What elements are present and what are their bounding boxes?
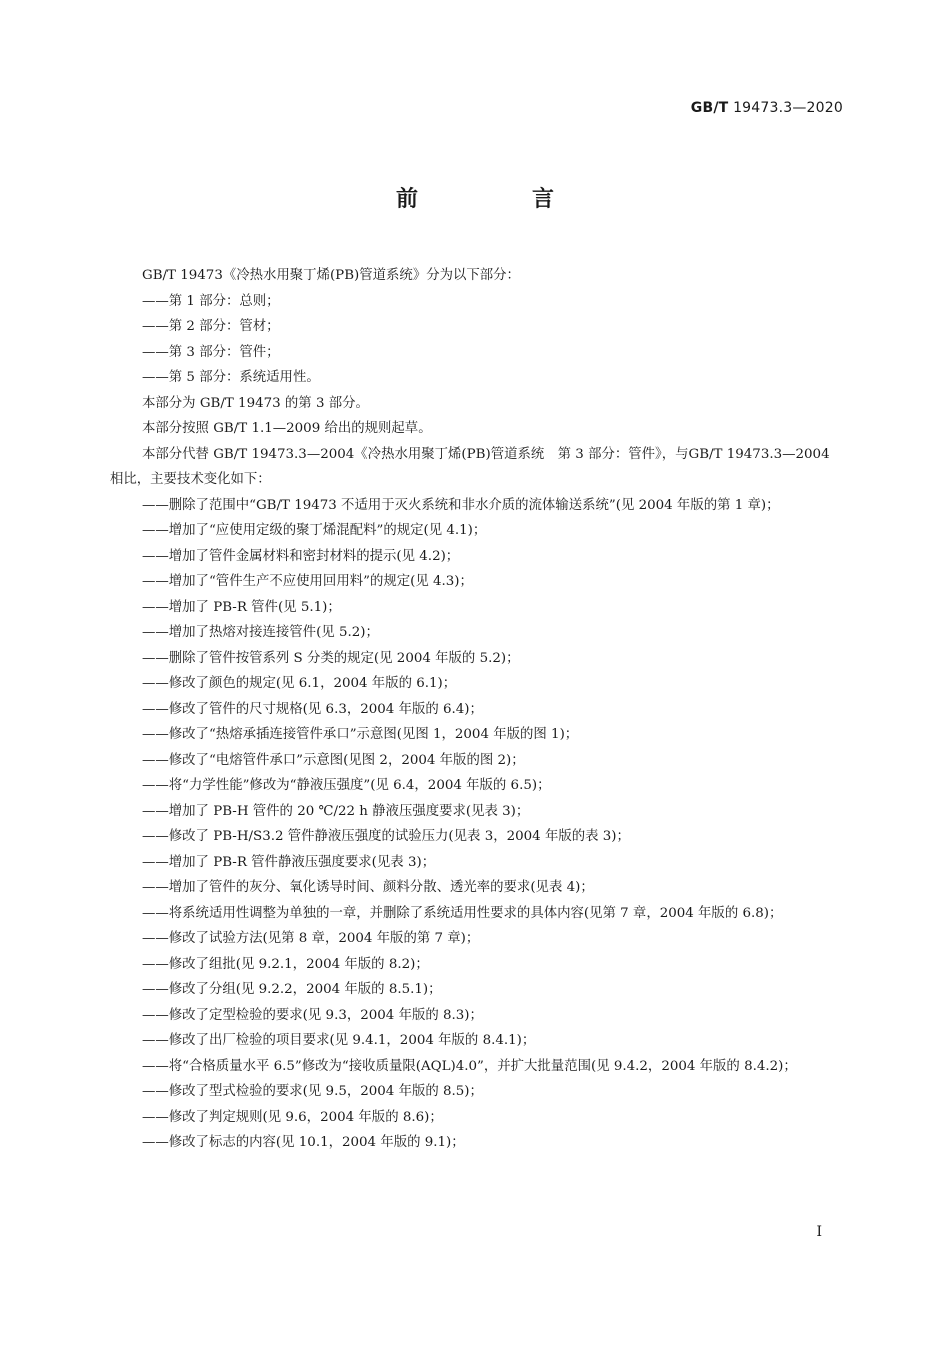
change-list-item: ——将系统适用性调整为单独的一章，并删除了系统适用性要求的具体内容(见第 7 章，2004 年版的 6.8)； xyxy=(142,905,783,921)
change-list-item: ——修改了“热熔承插连接管件承口”示意图(见图 1，2004 年版的图 1)； xyxy=(142,727,579,742)
change-list-item: ——修改了定型检验的要求(见 9.3，2004 年版的 8.3)； xyxy=(142,1007,483,1023)
foreword-body xyxy=(110,263,845,1156)
change-list-item: ——修改了组批(见 9.2.1，2004 年版的 8.2)； xyxy=(142,956,429,972)
change-list-item: ——修改了判定规则(见 9.6，2004 年版的 8.6)； xyxy=(142,1109,443,1125)
change-list-item: ——增加了管件金属材料和密封材料的提示(见 4.2)； xyxy=(142,548,460,564)
body-paragraph: 本部分按照 GB/T 1.1—2009 给出的规则起草。 xyxy=(142,421,432,436)
change-list-item: ——将“合格质量水平 6.5”修改为“接收质量限(AQL)4.0”，并扩大批量范围(见 9.4.2，2004 年版的 8.4.2)； xyxy=(142,1058,797,1074)
change-list-item: ——第 5 部分：系统适用性。 xyxy=(142,370,320,385)
body-paragraph: 本部分代替 GB/T 19473.3—2004《冷热水用聚丁烯(PB)管道系统 第 3 部分：管件》，与GB/T 19473.3—2004 相比，主要技术变化如下： xyxy=(110,446,830,487)
change-list-item: ——修改了标志的内容(见 10.1，2004 年版的 9.1)； xyxy=(142,1135,465,1150)
standard-prefix: GB/T xyxy=(690,100,729,116)
change-list-item: ——修改了型式检验的要求(见 9.5，2004 年版的 8.5)； xyxy=(142,1084,483,1099)
change-list-item: ——将“力学性能”修改为“静液压强度”(见 6.4，2004 年版的 6.5)； xyxy=(142,778,551,793)
change-list-item: ——第 3 部分：管件； xyxy=(142,344,280,360)
change-list-item: ——增加了 PB-H 管件的 20 ℃/22 h 静液压强度要求(见表 3)； xyxy=(142,803,530,819)
change-list-item: ——修改了出厂检验的项目要求(见 9.4.1，2004 年版的 8.4.1)； xyxy=(142,1033,536,1048)
change-list-item: ——增加了“管件生产不应使用回用料”的规定(见 4.3)； xyxy=(142,574,473,589)
body-paragraph: 本部分为 GB/T 19473 的第 3 部分。 xyxy=(142,395,369,411)
change-list-item: ——修改了 PB-H/S3.2 管件静液压强度的试验压力(见表 3，2004 年版的表 3)； xyxy=(142,829,630,844)
body-paragraph: GB/T 19473《冷热水用聚丁烯(PB)管道系统》分为以下部分： xyxy=(142,268,520,283)
change-list-item: ——增加了“应使用定级的聚丁烯混配料”的规定(见 4.1)； xyxy=(142,523,487,538)
page-number: I xyxy=(816,1224,822,1240)
change-list-item: ——删除了范围中“GB/T 19473 不适用于灭火系统和非水介质的流体输送系统”(见 2004 年版的第 1 章)； xyxy=(142,497,780,513)
change-list-item: ——修改了管件的尺寸规格(见 6.3，2004 年版的 6.4)； xyxy=(142,701,483,717)
change-list-item: ——修改了分组(见 9.2.2，2004 年版的 8.5.1)； xyxy=(142,982,442,997)
page-title: 前 言 xyxy=(395,187,600,212)
standard-number: 19473.3—2020 xyxy=(733,100,843,116)
change-list-item: ——修改了试验方法(见第 8 章，2004 年版的第 7 章)； xyxy=(142,931,480,946)
change-list-item: ——第 1 部分：总则； xyxy=(142,293,280,309)
change-list-item: ——修改了颜色的规定(见 6.1，2004 年版的 6.1)； xyxy=(142,676,457,691)
change-list-item: ——第 2 部分：管材； xyxy=(142,319,280,334)
change-list-item: ——增加了 PB-R 管件(见 5.1)； xyxy=(142,599,341,615)
change-list-item: ——删除了管件按管系列 S 分类的规定(见 2004 年版的 5.2)； xyxy=(142,650,520,666)
change-list-item: ——增加了 PB-R 管件静液压强度要求(见表 3)； xyxy=(142,854,436,870)
standard-code xyxy=(691,100,843,116)
change-list-item: ——增加了热熔对接连接管件(见 5.2)； xyxy=(142,625,379,640)
change-list-item: ——修改了“电熔管件承口”示意图(见图 2，2004 年版的图 2)； xyxy=(142,752,525,768)
change-list-item: ——增加了管件的灰分、氧化诱导时间、颜料分散、透光率的要求(见表 4)； xyxy=(142,880,594,895)
